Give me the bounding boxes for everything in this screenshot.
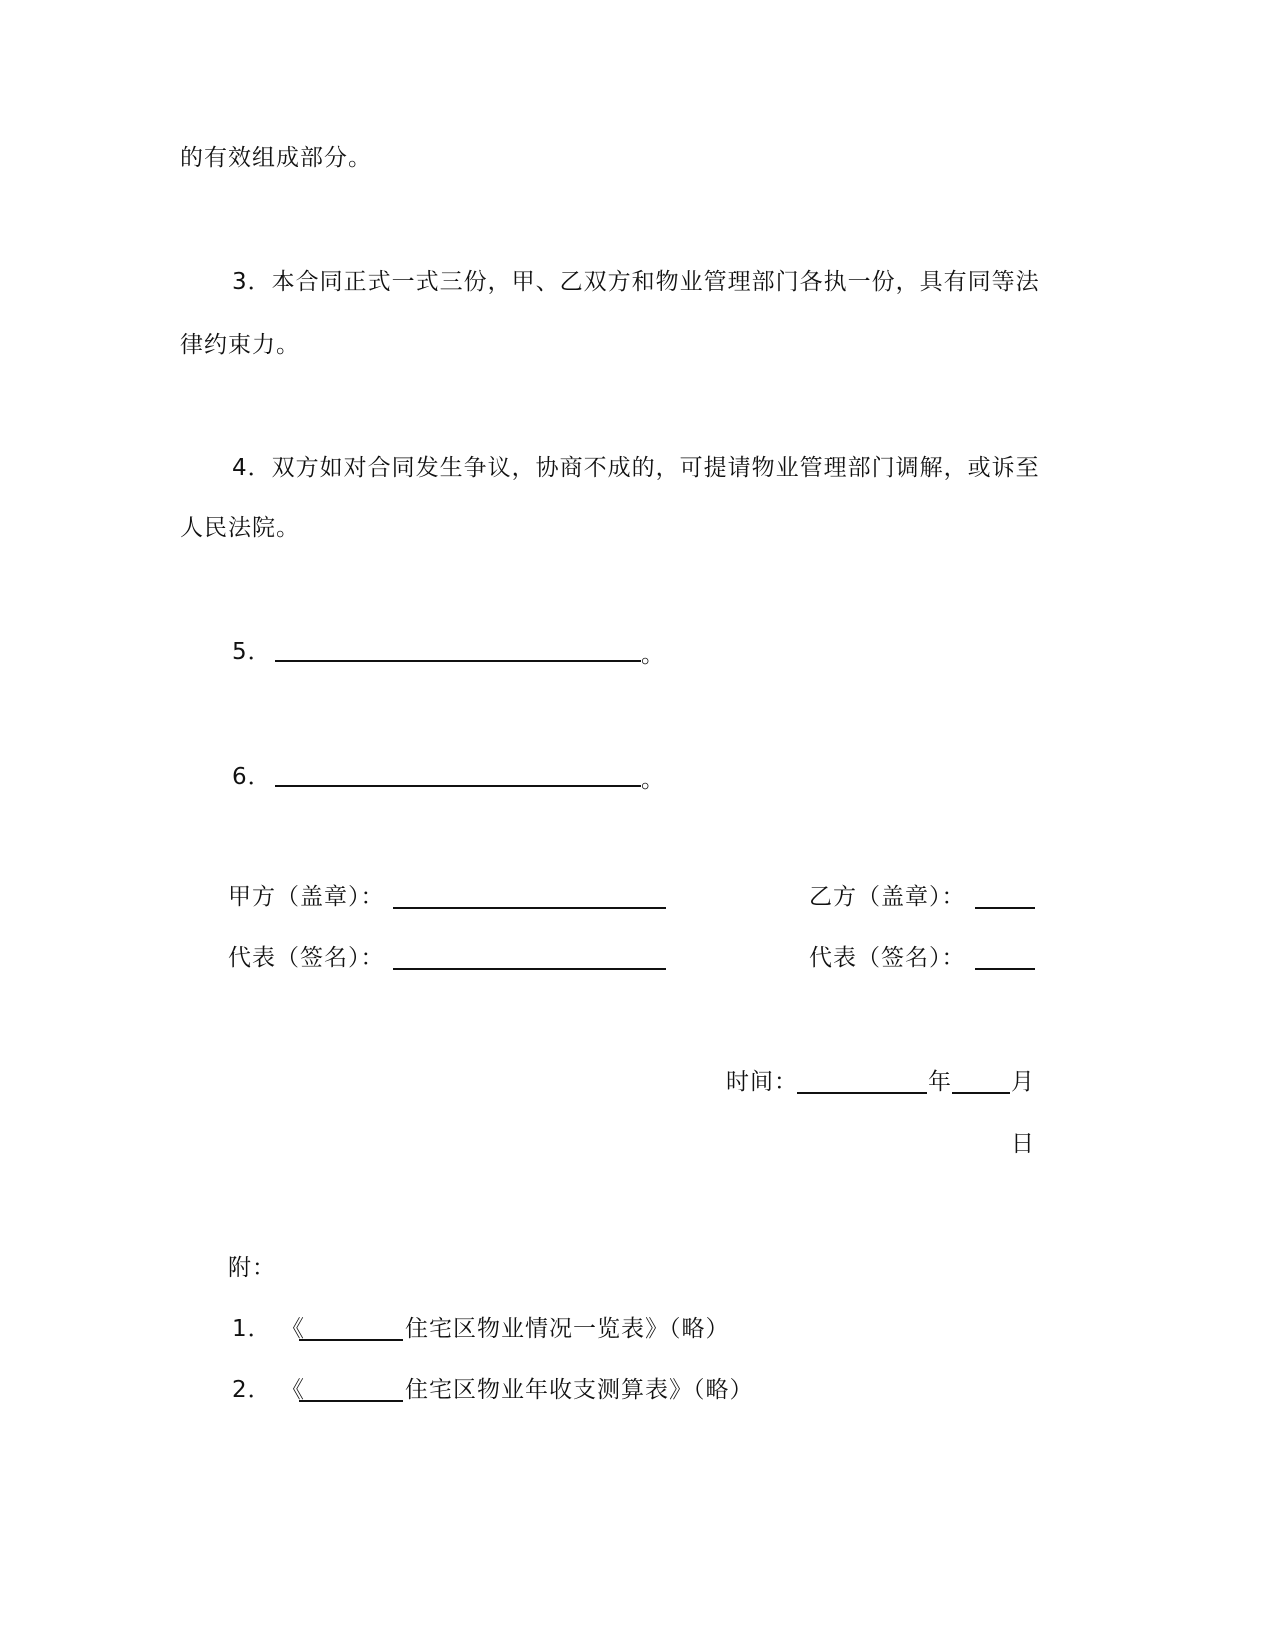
party-a-rep-blank bbox=[393, 968, 666, 970]
party-b-rep-blank bbox=[975, 968, 1035, 970]
clause-5 bbox=[232, 641, 272, 664]
appendix-item-2-blank bbox=[299, 1400, 403, 1402]
appendix-item-1-blank bbox=[299, 1339, 403, 1341]
party-b-rep-label: 代表（签名）： bbox=[809, 945, 966, 971]
appendix-item-2-number: 2． bbox=[232, 1377, 272, 1403]
clause-6-blank bbox=[275, 785, 641, 787]
clause-3-line-1: 3．本合同正式一式三份，甲、乙双方和物业管理部门各执一份，具有同等法 bbox=[232, 269, 1040, 295]
intro-line: 的有效组成部分。 bbox=[180, 145, 372, 171]
party-a-seal-label: 甲方（盖章）： bbox=[228, 884, 385, 910]
appendix-item-2-text: 住宅区物业年收支测算表》（略） bbox=[405, 1377, 754, 1403]
clause-5-number: 5． bbox=[232, 639, 272, 665]
date-day-label: 日 bbox=[1011, 1131, 1035, 1157]
clause-6 bbox=[232, 766, 272, 789]
appendix-item-1-text: 住宅区物业情况一览表》（略） bbox=[405, 1316, 730, 1342]
clause-6-number: 6． bbox=[232, 764, 272, 790]
date-month-blank bbox=[952, 1092, 1010, 1094]
clause-4-line-1: 4．双方如对合同发生争议，协商不成的，可提请物业管理部门调解，或诉至 bbox=[232, 455, 1040, 481]
appendix-title: 附： bbox=[228, 1255, 276, 1281]
clause-6-end: 。 bbox=[641, 767, 665, 793]
clause-5-blank bbox=[275, 660, 641, 662]
appendix-item-1-open: 《 bbox=[281, 1316, 305, 1342]
clause-3-line-2: 律约束力。 bbox=[180, 332, 300, 358]
date-year-label: 年 bbox=[928, 1069, 952, 1095]
party-a-rep-label: 代表（签名）： bbox=[228, 945, 385, 971]
party-b-seal-label: 乙方（盖章）： bbox=[809, 884, 966, 910]
clause-4-line-2: 人民法院。 bbox=[180, 515, 300, 541]
clause-5-end: 。 bbox=[641, 642, 665, 668]
party-b-seal-blank bbox=[975, 907, 1035, 909]
date-label: 时间： bbox=[726, 1069, 798, 1095]
party-a-seal-blank bbox=[393, 907, 666, 909]
date-year-blank bbox=[797, 1092, 927, 1094]
appendix-item-2-open: 《 bbox=[281, 1377, 305, 1403]
date-month-label: 月 bbox=[1011, 1069, 1035, 1095]
appendix-item-1-number: 1． bbox=[232, 1316, 272, 1342]
